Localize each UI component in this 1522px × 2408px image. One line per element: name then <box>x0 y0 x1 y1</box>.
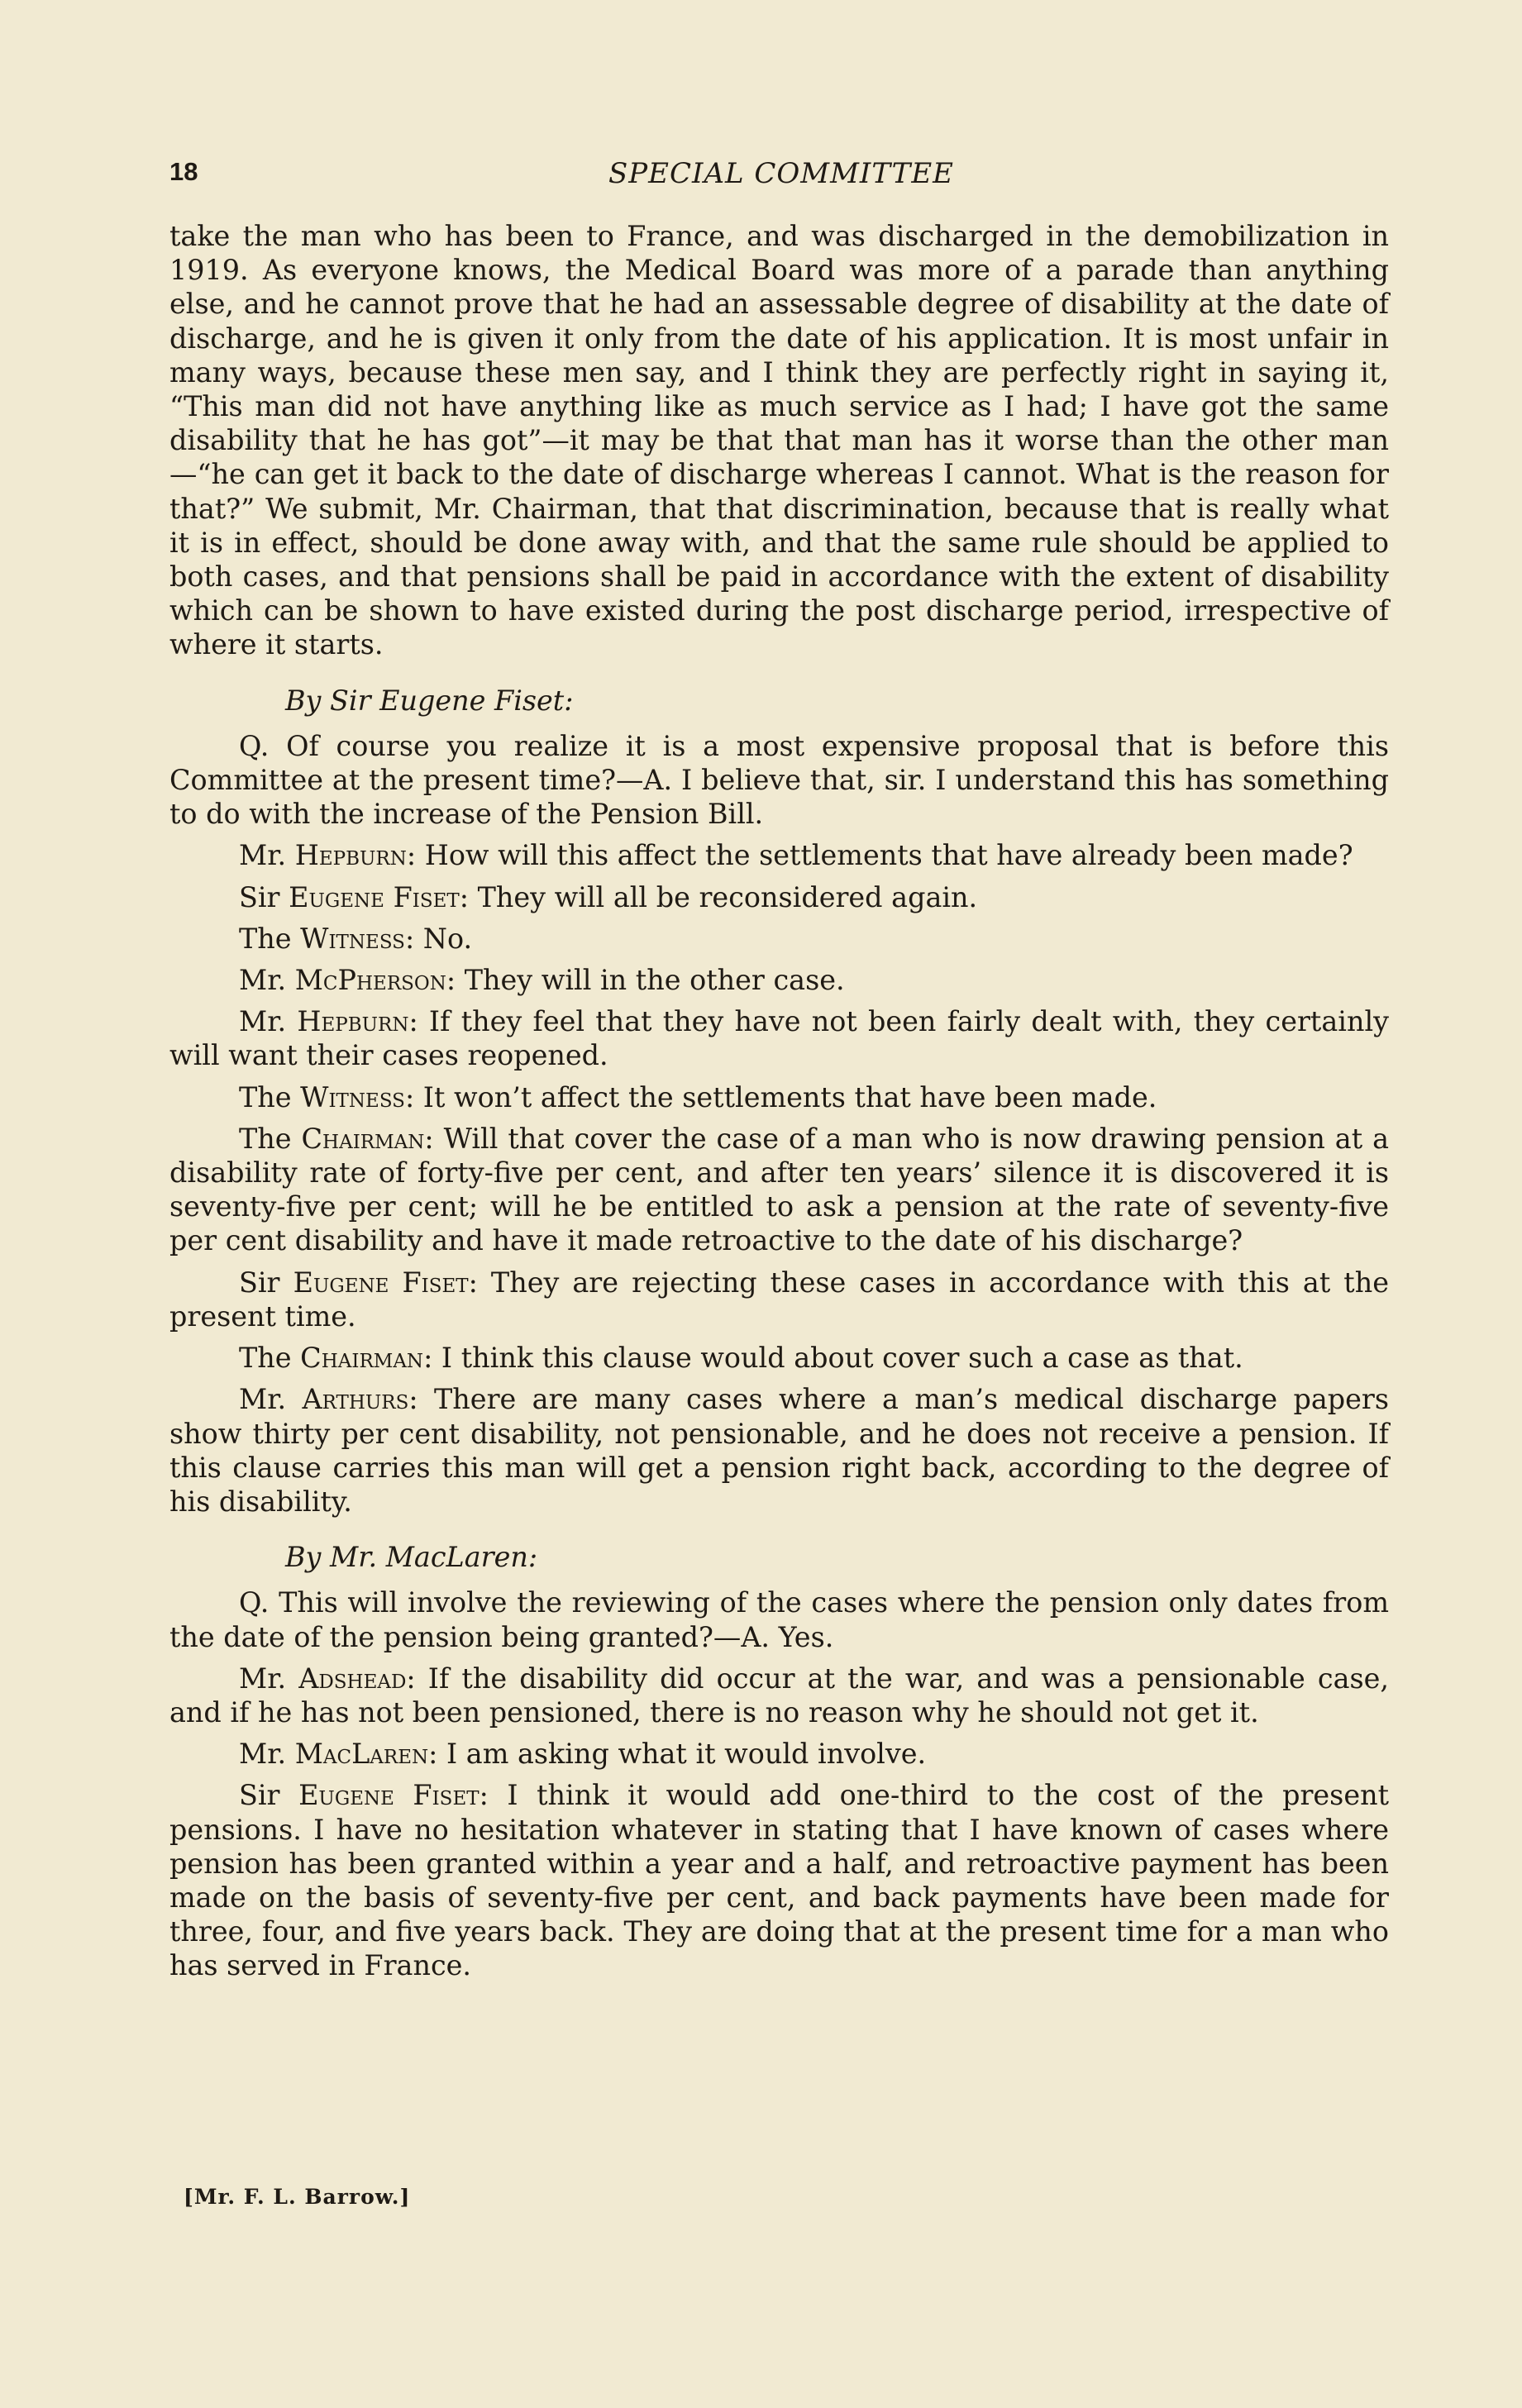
speaker-title: Mr. <box>239 1005 298 1038</box>
speaker-paragraph <box>169 880 1389 914</box>
page-number: 18 <box>169 157 198 186</box>
speaker-paragraph <box>169 1662 1389 1729</box>
speech-text: : How will this affect the settlements that have already been made? <box>406 839 1353 872</box>
examiner-subhead: By Mr. MacLaren: <box>285 1541 538 1574</box>
speaker-name: Hepburn <box>297 1005 409 1038</box>
speech-text: : I think it would add one-third to the cost of the present pensions. I have no hesitation whatever in stating that I have known of cases where pension has been granted within a year and a half, and retroactive payment has been made on the basis of seventy-five per cent, and back payments have been made for three, four, and five years back. They are doing that at the present time for a man who has served in France. <box>169 1779 1389 1982</box>
speaker-title: Mr. <box>239 964 295 997</box>
speaker-paragraph <box>169 1080 1389 1114</box>
speaker-name: Witness <box>300 922 405 955</box>
speaker-title: The <box>239 1080 301 1113</box>
speaker-title: Sir <box>239 880 289 913</box>
speaker-paragraph <box>169 1737 1389 1771</box>
speech-text: : I think this clause would about cover such a case as that. <box>423 1342 1243 1375</box>
speaker-paragraph <box>169 1778 1389 1982</box>
speaker-title: Sir <box>239 1779 299 1812</box>
speaker-title: Mr. <box>239 1738 295 1771</box>
examiner-subhead: By Sir Eugene Fiset: <box>285 684 574 717</box>
speaker-name: Chairman <box>300 1342 424 1375</box>
speaker-title: The <box>239 1122 302 1155</box>
speech-text: : If they feel that they have not been fairly dealt with, they certainly will want their cases reopened. <box>169 1005 1389 1072</box>
speech-text: : If the disability did occur at the war, and was a pensionable case, and if he has not been pensioned, there is no reason why he should not get it. <box>169 1662 1389 1729</box>
speaker-name: Arthurs <box>302 1383 409 1416</box>
speaker-paragraph <box>169 1122 1389 1258</box>
speech-text: : They will in the other case. <box>446 964 845 997</box>
speaker-name: Eugene Fiset <box>289 880 460 913</box>
speaker-paragraph <box>169 838 1389 872</box>
speaker-title: Mr. <box>239 1662 299 1695</box>
speaker-paragraph <box>169 1382 1389 1519</box>
speech-text: : I am asking what it would involve. <box>428 1738 927 1771</box>
paragraph: take the man who has been to France, and was discharged in the demobilization in 1919. As everyone knows, the Medical Board was more of a parade than anything else, and he cannot prove that he had an assessable degree of disability at the date of discharge, and he is given it only from the date of his application. It is most unfair in many ways, because these men say, and I think they are perfectly right in saying it, “This man did not have anything like as much service as I had; I have got the same disability that he has got”—it may be that that man has it worse than the other man—“he can get it back to the date of discharge whereas I cannot. What is the reason for that?” We submit, Mr. Chairman, that that discrimination, because that is really what it is in effect, should be done away with, and that the same rule should be applied to both cases, and that pensions shall be paid in accordance with the extent of disability which can be shown to have existed during the post discharge period, irrespective of where it starts. <box>169 220 1389 661</box>
speaker-title: The <box>239 922 301 955</box>
speaker-name: Eugene Fiset <box>293 1266 469 1299</box>
speaker-paragraph <box>169 1004 1389 1072</box>
speaker-name: Chairman <box>301 1122 425 1155</box>
speech-text: : There are many cases where a man’s medical discharge papers show thirty per cent disability, not pensionable, and he does not receive a pension. If this clause carries this man will get a pension right back, according to the degree of his disability. <box>169 1383 1389 1518</box>
speaker-name: Eugene Fiset <box>298 1779 480 1812</box>
witness-reference: [Mr. F. L. Barrow.] <box>184 2185 411 2209</box>
speaker-name: Hepburn <box>294 839 407 872</box>
speaker-name: McPherson <box>294 964 446 997</box>
question-answer: Q. This will involve the reviewing of the cases where the pension only dates from the date of the pension being granted?—A. Yes. <box>169 1586 1389 1653</box>
speaker-title: Mr. <box>239 839 295 872</box>
speech-text: : They are rejecting these cases in accordance with this at the present time. <box>169 1266 1389 1333</box>
speech-text: : No. <box>404 922 473 955</box>
speaker-name: Witness <box>300 1080 405 1113</box>
page-header <box>169 157 1393 198</box>
speech-text: : It won’t affect the settlements that have been made. <box>404 1080 1157 1113</box>
speaker-name: MacLaren <box>294 1738 429 1771</box>
body-text <box>169 219 1389 1991</box>
speaker-paragraph <box>169 1341 1389 1375</box>
speech-text: : They will all be reconsidered again. <box>459 880 978 913</box>
running-head: SPECIAL COMMITTEE <box>608 157 954 190</box>
speaker-paragraph <box>169 1266 1389 1333</box>
speaker-paragraph <box>169 922 1389 956</box>
speaker-title: The <box>239 1342 301 1375</box>
speaker-title: Sir <box>239 1266 293 1299</box>
speaker-paragraph <box>169 963 1389 997</box>
speaker-title: Mr. <box>239 1383 303 1416</box>
speaker-name: Adshead <box>298 1662 407 1695</box>
question-answer: Q. Of course you realize it is a most expensive proposal that is before this Committee at the present time?—A. I believe that, sir. I understand this has something to do with the increase of the Pension Bill. <box>169 729 1389 831</box>
speech-text: : Will that cover the case of a man who is now drawing pension at a disability rate of forty-five per cent, and after ten years’ silence it is discovered it is seventy-five per cent; will he be entitled to ask a pension at the rate of seventy-five per cent disability and have it made retroactive to the date of his discharge? <box>169 1122 1389 1257</box>
